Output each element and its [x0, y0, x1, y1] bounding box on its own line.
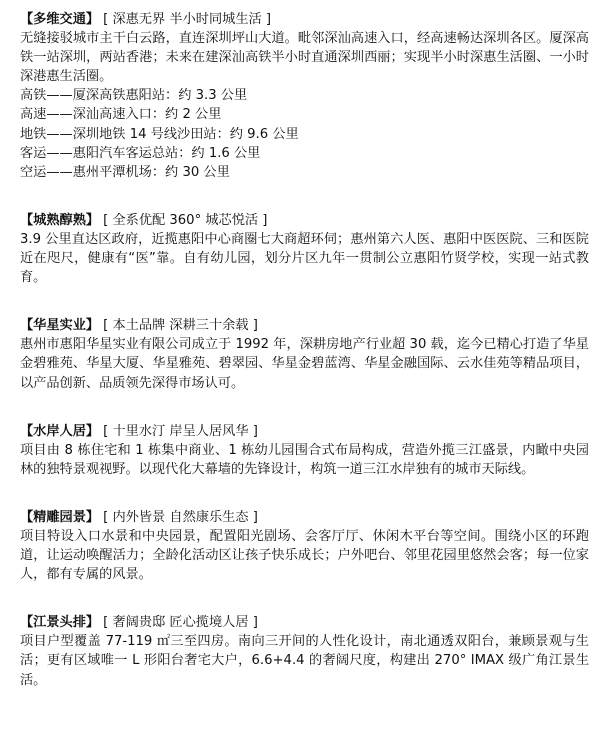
section-heading — [20, 508, 589, 527]
document — [20, 10, 589, 690]
section-subtitle: [ 十里水汀 岸呈人居风华 ] — [103, 423, 258, 439]
section-tag: 【水岸人居】 — [20, 423, 100, 439]
list-item: 空运——惠州平潭机场：约 30 公里 — [20, 164, 230, 180]
section-body: 项目户型覆盖 77-119 ㎡三至四房。南向三开间的人性化设计，南北通透双阳台，兼顾景观与生活；更有区域唯一 L 形阳台奢宅大户，6.6+4.4 的奢阔尺度，构建出 270° IMAX 级广角江景生活。 — [20, 634, 589, 688]
section-tag: 【华星实业】 — [20, 318, 100, 334]
section-tag: 【江景头排】 — [20, 615, 100, 631]
section-heading — [20, 211, 589, 230]
section-heading — [20, 316, 589, 335]
section-tag: 【多维交通】 — [20, 12, 100, 27]
list-item: 地铁——深圳地铁 14 号线沙田站：约 9.6 公里 — [20, 126, 299, 142]
section-tag: 【城熟醇熟】 — [20, 212, 100, 228]
section-developer — [20, 316, 589, 392]
section-landscape — [20, 508, 589, 584]
section-transport — [20, 10, 589, 182]
section-subtitle: [ 深惠无界 半小时同城生活 ] — [103, 12, 272, 27]
section-river-view — [20, 613, 589, 689]
list-item: 高速——深汕高速入口：约 2 公里 — [20, 107, 222, 123]
list-item: 高铁——厦深高铁惠阳站：约 3.3 公里 — [20, 88, 248, 104]
section-city-amenities — [20, 211, 589, 287]
list-item: 客运——惠阳汽车客运总站：约 1.6 公里 — [20, 145, 261, 161]
section-heading — [20, 613, 589, 632]
section-body: 项目由 8 栋住宅和 1 栋集中商业、1 栋幼儿园围合式布局构成，营造外揽三江盛景，内瞰中央园林的独特景观视野。以现代化大幕墙的先锋设计，构筑一道三江水岸独有的城市天际线。 — [20, 442, 589, 477]
section-tag: 【精雕园景】 — [20, 509, 100, 525]
section-waterfront — [20, 422, 589, 479]
section-subtitle: [ 全系优配 360° 城芯悦活 ] — [103, 212, 268, 228]
section-subtitle: [ 内外皆景 自然康乐生态 ] — [103, 509, 258, 525]
section-body: 无缝接驳城市主干白云路，直连深圳坪山大道。毗邻深汕高速入口，经高速畅达深圳各区。厦深高铁一站深圳，两站香港；未来在建深汕高铁半小时直通深圳西丽；实现半小时深惠生活圈、一小时深港惠生活圈。 — [20, 31, 589, 85]
section-body: 3.9 公里直达区政府，近揽惠阳中心商圈七大商超环伺；惠州第六人医、惠阳中医医院、三和医院近在咫尺，健康有“医”靠。自有幼儿园，划分片区九年一贯制公立惠阳竹贤学校，实现一站式教育。 — [20, 231, 589, 286]
section-subtitle: [ 奢阔贵邸 匠心揽境人居 ] — [103, 615, 258, 631]
section-body: 惠州市惠阳华星实业有限公司成立于 1992 年，深耕房地产行业超 30 载，迄今已精心打造了华星金碧雅苑、华星大厦、华星雅苑、碧翠园、华星金碧蓝湾、华星金融国际、云水佳苑等精品项目，以产品创新、品质领先深得市场认可。 — [20, 337, 589, 391]
section-heading — [20, 422, 589, 441]
section-heading — [20, 10, 589, 29]
section-body: 项目特设入口水景和中央园景，配置阳光剧场、会客厅厅、休闲木平台等空间。围绕小区的环跑道，让运动唤醒活力；全龄化活动区让孩子快乐成长；户外吧台、邻里花园里悠然会客；每一位家人，都有专属的风景。 — [20, 528, 589, 583]
section-subtitle: [ 本土品牌 深耕三十余载 ] — [103, 318, 258, 334]
